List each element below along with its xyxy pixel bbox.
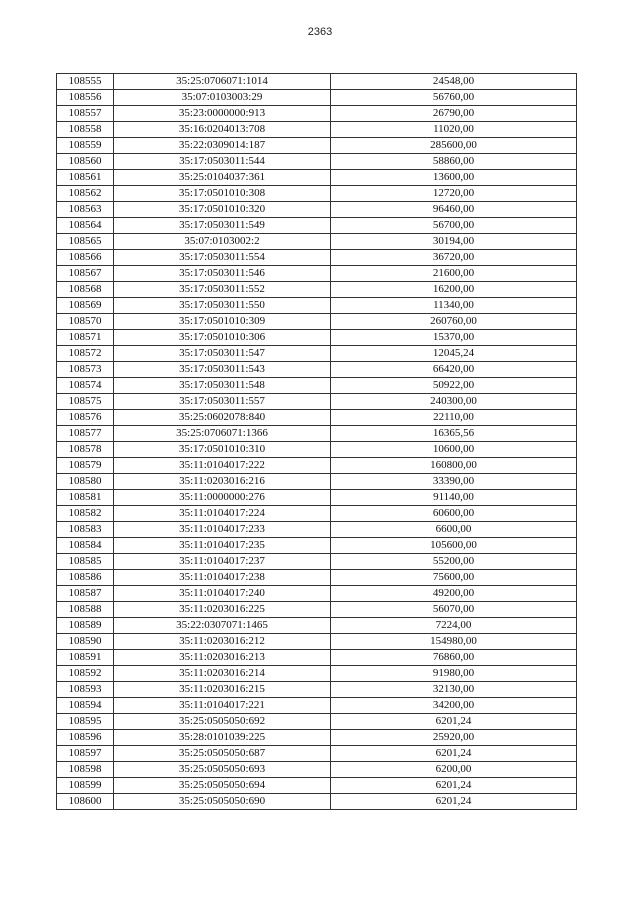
cadastral-number-cell: 35:28:0101039:225 [114, 730, 331, 746]
row-number-cell: 108590 [57, 634, 114, 650]
value-cell: 56760,00 [331, 90, 577, 106]
value-cell: 66420,00 [331, 362, 577, 378]
table-row [57, 90, 577, 106]
row-number-cell: 108568 [57, 282, 114, 298]
row-number-cell: 108567 [57, 266, 114, 282]
cadastral-number-cell: 35:17:0503011:549 [114, 218, 331, 234]
cadastral-number-cell: 35:11:0104017:222 [114, 458, 331, 474]
row-number-cell: 108583 [57, 522, 114, 538]
cadastral-number-cell: 35:17:0503011:550 [114, 298, 331, 314]
row-number-cell: 108584 [57, 538, 114, 554]
cadastral-number-cell: 35:11:0203016:215 [114, 682, 331, 698]
cadastral-number-cell: 35:25:0104037:361 [114, 170, 331, 186]
row-number-cell: 108559 [57, 138, 114, 154]
table-row [57, 250, 577, 266]
cadastral-number-cell: 35:11:0104017:237 [114, 554, 331, 570]
value-cell: 12720,00 [331, 186, 577, 202]
row-number-cell: 108594 [57, 698, 114, 714]
table-row [57, 202, 577, 218]
row-number-cell: 108585 [57, 554, 114, 570]
row-number-cell: 108588 [57, 602, 114, 618]
row-number-cell: 108572 [57, 346, 114, 362]
cadastral-number-cell: 35:11:0104017:221 [114, 698, 331, 714]
value-cell: 91980,00 [331, 666, 577, 682]
value-cell: 32130,00 [331, 682, 577, 698]
table-row [57, 154, 577, 170]
row-number-cell: 108565 [57, 234, 114, 250]
table-row [57, 234, 577, 250]
cadastral-number-cell: 35:11:0203016:214 [114, 666, 331, 682]
value-cell: 10600,00 [331, 442, 577, 458]
cadastral-number-cell: 35:25:0505050:692 [114, 714, 331, 730]
cadastral-number-cell: 35:17:0501010:310 [114, 442, 331, 458]
value-cell: 34200,00 [331, 698, 577, 714]
table-row [57, 426, 577, 442]
table-row [57, 122, 577, 138]
row-number-cell: 108587 [57, 586, 114, 602]
value-cell: 30194,00 [331, 234, 577, 250]
table-row [57, 458, 577, 474]
cadastral-number-cell: 35:11:0203016:212 [114, 634, 331, 650]
value-cell: 6201,24 [331, 714, 577, 730]
table-row [57, 490, 577, 506]
value-cell: 12045,24 [331, 346, 577, 362]
cadastral-number-cell: 35:17:0503011:546 [114, 266, 331, 282]
table-row [57, 282, 577, 298]
row-number-cell: 108571 [57, 330, 114, 346]
table-row [57, 330, 577, 346]
row-number-cell: 108589 [57, 618, 114, 634]
row-number-cell: 108566 [57, 250, 114, 266]
cadastral-number-cell: 35:25:0505050:687 [114, 746, 331, 762]
row-number-cell: 108556 [57, 90, 114, 106]
cadastral-number-cell: 35:11:0104017:235 [114, 538, 331, 554]
row-number-cell: 108586 [57, 570, 114, 586]
table-row [57, 170, 577, 186]
value-cell: 24548,00 [331, 74, 577, 90]
table-row [57, 666, 577, 682]
table-row [57, 778, 577, 794]
table-row [57, 746, 577, 762]
table-row [57, 506, 577, 522]
table-row [57, 266, 577, 282]
table-row [57, 522, 577, 538]
row-number-cell: 108595 [57, 714, 114, 730]
table-row [57, 410, 577, 426]
table-row [57, 570, 577, 586]
value-cell: 105600,00 [331, 538, 577, 554]
value-cell: 58860,00 [331, 154, 577, 170]
row-number-cell: 108576 [57, 410, 114, 426]
cadastral-number-cell: 35:11:0104017:238 [114, 570, 331, 586]
cadastral-number-cell: 35:17:0503011:544 [114, 154, 331, 170]
cadastral-number-cell: 35:23:0000000:913 [114, 106, 331, 122]
value-cell: 56070,00 [331, 602, 577, 618]
row-number-cell: 108562 [57, 186, 114, 202]
cadastral-number-cell: 35:17:0503011:552 [114, 282, 331, 298]
row-number-cell: 108579 [57, 458, 114, 474]
value-cell: 55200,00 [331, 554, 577, 570]
row-number-cell: 108592 [57, 666, 114, 682]
table-row [57, 714, 577, 730]
row-number-cell: 108591 [57, 650, 114, 666]
cadastral-number-cell: 35:17:0501010:306 [114, 330, 331, 346]
table-row [57, 74, 577, 90]
row-number-cell: 108577 [57, 426, 114, 442]
value-cell: 49200,00 [331, 586, 577, 602]
row-number-cell: 108596 [57, 730, 114, 746]
cadastral-number-cell: 35:17:0503011:547 [114, 346, 331, 362]
row-number-cell: 108558 [57, 122, 114, 138]
value-cell: 154980,00 [331, 634, 577, 650]
table-body [57, 74, 577, 810]
cadastral-number-cell: 35:11:0203016:225 [114, 602, 331, 618]
value-cell: 11340,00 [331, 298, 577, 314]
cadastral-number-cell: 35:17:0501010:308 [114, 186, 331, 202]
value-cell: 56700,00 [331, 218, 577, 234]
cadastral-number-cell: 35:22:0307071:1465 [114, 618, 331, 634]
table-row [57, 106, 577, 122]
cadastral-number-cell: 35:17:0503011:554 [114, 250, 331, 266]
cadastral-number-cell: 35:07:0103002:2 [114, 234, 331, 250]
table-row [57, 218, 577, 234]
value-cell: 6200,00 [331, 762, 577, 778]
row-number-cell: 108582 [57, 506, 114, 522]
table-row [57, 554, 577, 570]
cadastral-number-cell: 35:25:0505050:690 [114, 794, 331, 810]
row-number-cell: 108581 [57, 490, 114, 506]
value-cell: 25920,00 [331, 730, 577, 746]
value-cell: 260760,00 [331, 314, 577, 330]
value-cell: 75600,00 [331, 570, 577, 586]
value-cell: 285600,00 [331, 138, 577, 154]
value-cell: 6600,00 [331, 522, 577, 538]
cadastral-number-cell: 35:11:0104017:224 [114, 506, 331, 522]
row-number-cell: 108574 [57, 378, 114, 394]
row-number-cell: 108600 [57, 794, 114, 810]
cadastral-number-cell: 35:07:0103003:29 [114, 90, 331, 106]
row-number-cell: 108578 [57, 442, 114, 458]
table-row [57, 442, 577, 458]
row-number-cell: 108599 [57, 778, 114, 794]
cadastral-number-cell: 35:22:0309014:187 [114, 138, 331, 154]
value-cell: 76860,00 [331, 650, 577, 666]
value-cell: 6201,24 [331, 778, 577, 794]
value-cell: 26790,00 [331, 106, 577, 122]
row-number-cell: 108593 [57, 682, 114, 698]
table-row [57, 138, 577, 154]
value-cell: 16200,00 [331, 282, 577, 298]
value-cell: 36720,00 [331, 250, 577, 266]
cadastral-number-cell: 35:25:0505050:694 [114, 778, 331, 794]
table-row [57, 538, 577, 554]
table-row [57, 762, 577, 778]
value-cell: 22110,00 [331, 410, 577, 426]
table-row [57, 362, 577, 378]
row-number-cell: 108564 [57, 218, 114, 234]
row-number-cell: 108573 [57, 362, 114, 378]
cadastral-number-cell: 35:11:0203016:216 [114, 474, 331, 490]
value-cell: 15370,00 [331, 330, 577, 346]
row-number-cell: 108560 [57, 154, 114, 170]
table-row [57, 730, 577, 746]
value-cell: 240300,00 [331, 394, 577, 410]
value-cell: 7224,00 [331, 618, 577, 634]
row-number-cell: 108597 [57, 746, 114, 762]
cadastral-number-cell: 35:11:0203016:213 [114, 650, 331, 666]
table-row [57, 794, 577, 810]
cadastral-number-cell: 35:11:0104017:233 [114, 522, 331, 538]
row-number-cell: 108598 [57, 762, 114, 778]
table-row [57, 314, 577, 330]
table-row [57, 474, 577, 490]
table-row [57, 186, 577, 202]
value-cell: 13600,00 [331, 170, 577, 186]
cadastral-number-cell: 35:17:0503011:548 [114, 378, 331, 394]
table-row [57, 602, 577, 618]
cadastral-number-cell: 35:17:0501010:309 [114, 314, 331, 330]
cadastral-number-cell: 35:25:0505050:693 [114, 762, 331, 778]
row-number-cell: 108580 [57, 474, 114, 490]
value-cell: 60600,00 [331, 506, 577, 522]
table-row [57, 346, 577, 362]
row-number-cell: 108557 [57, 106, 114, 122]
row-number-cell: 108563 [57, 202, 114, 218]
table-row [57, 586, 577, 602]
value-cell: 91140,00 [331, 490, 577, 506]
cadastral-number-cell: 35:11:0000000:276 [114, 490, 331, 506]
table-row [57, 394, 577, 410]
value-cell: 160800,00 [331, 458, 577, 474]
value-cell: 33390,00 [331, 474, 577, 490]
table-row [57, 298, 577, 314]
cadastral-number-cell: 35:11:0104017:240 [114, 586, 331, 602]
cadastral-number-cell: 35:25:0706071:1014 [114, 74, 331, 90]
row-number-cell: 108561 [57, 170, 114, 186]
value-cell: 11020,00 [331, 122, 577, 138]
cadastral-number-cell: 35:17:0503011:543 [114, 362, 331, 378]
value-cell: 21600,00 [331, 266, 577, 282]
row-number-cell: 108555 [57, 74, 114, 90]
cadastral-number-cell: 35:25:0602078:840 [114, 410, 331, 426]
cadastral-value-table [56, 73, 577, 810]
table-row [57, 378, 577, 394]
table-row [57, 634, 577, 650]
cadastral-number-cell: 35:17:0501010:320 [114, 202, 331, 218]
value-cell: 16365,56 [331, 426, 577, 442]
value-cell: 50922,00 [331, 378, 577, 394]
value-cell: 6201,24 [331, 746, 577, 762]
value-cell: 96460,00 [331, 202, 577, 218]
row-number-cell: 108575 [57, 394, 114, 410]
table-row [57, 682, 577, 698]
page-number: 2363 [307, 26, 333, 38]
value-cell: 6201,24 [331, 794, 577, 810]
table-row [57, 650, 577, 666]
table-row [57, 698, 577, 714]
cadastral-number-cell: 35:25:0706071:1366 [114, 426, 331, 442]
cadastral-number-cell: 35:16:0204013:708 [114, 122, 331, 138]
cadastral-number-cell: 35:17:0503011:557 [114, 394, 331, 410]
row-number-cell: 108570 [57, 314, 114, 330]
table-row [57, 618, 577, 634]
row-number-cell: 108569 [57, 298, 114, 314]
